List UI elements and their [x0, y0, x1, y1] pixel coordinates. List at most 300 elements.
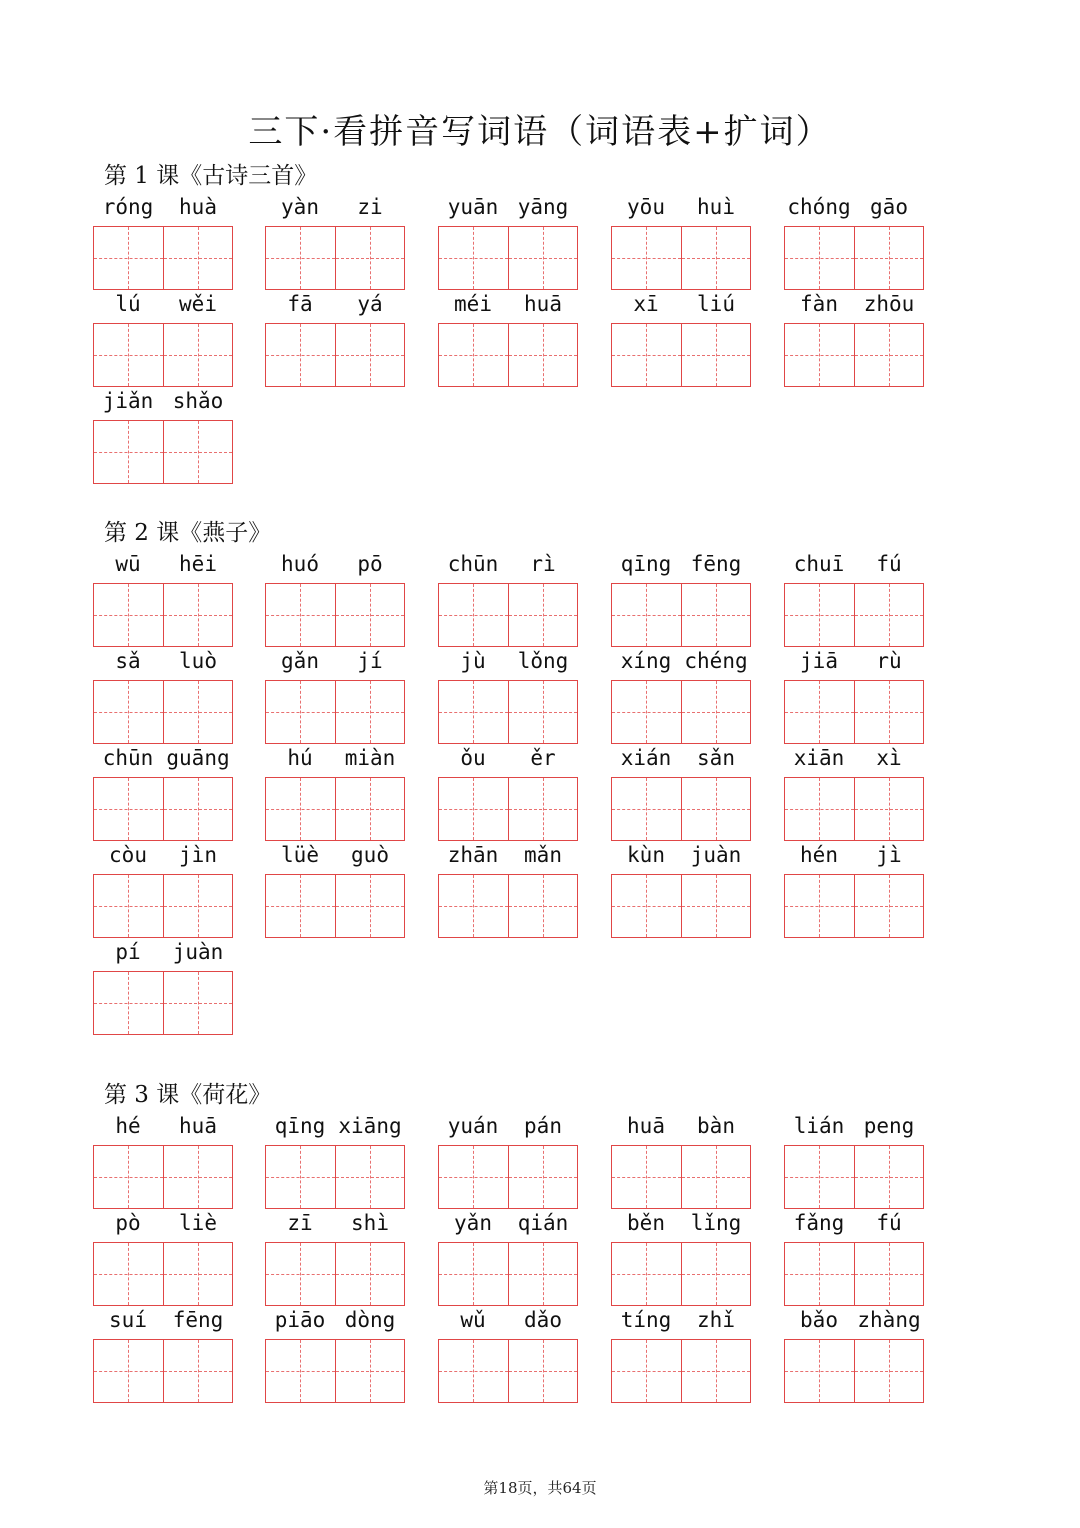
page-footer: 第18页，共64页 [483, 1479, 597, 1497]
pinyin-syllable: chūn [447, 552, 499, 576]
writing-grid [93, 1242, 233, 1306]
pinyin-syllable: huì [697, 195, 735, 219]
writing-grid [784, 1145, 924, 1209]
pinyin-syllable: gǎn [281, 649, 319, 673]
pinyin-syllable: xíng [620, 649, 672, 673]
pinyin-syllable: pō [357, 552, 383, 576]
word-item [611, 746, 751, 841]
word-item [611, 649, 751, 744]
word-item [265, 1211, 405, 1306]
pinyin-syllable: fēng [172, 1308, 224, 1332]
tianzige-cell[interactable] [163, 681, 233, 743]
word-item [93, 843, 233, 938]
word-item [265, 1114, 405, 1209]
pinyin-label [784, 195, 924, 225]
tianzige-cell[interactable] [612, 324, 681, 386]
pinyin-syllable: xī [633, 292, 659, 316]
tianzige-cell[interactable] [94, 1243, 163, 1305]
tianzige-cell[interactable] [854, 681, 924, 743]
writing-grid [93, 874, 233, 938]
tianzige-cell[interactable] [681, 324, 751, 386]
writing-grid [784, 680, 924, 744]
pinyin-syllable: zhǐ [697, 1308, 735, 1332]
pinyin-label [784, 1211, 924, 1241]
pinyin-syllable: méi [454, 292, 492, 316]
tianzige-cell[interactable] [163, 778, 233, 840]
pinyin-label [438, 649, 578, 679]
pinyin-syllable: lǐng [690, 1211, 742, 1235]
pinyin-label [265, 1308, 405, 1338]
tianzige-cell[interactable] [785, 324, 854, 386]
tianzige-cell[interactable] [439, 778, 508, 840]
tianzige-cell[interactable] [508, 875, 578, 937]
tianzige-cell[interactable] [508, 1146, 578, 1208]
pinyin-syllable: jì [876, 843, 902, 867]
tianzige-cell[interactable] [163, 1340, 233, 1402]
pinyin-label [784, 1308, 924, 1338]
pinyin-label [611, 1211, 751, 1241]
tianzige-cell[interactable] [854, 778, 924, 840]
word-item [611, 843, 751, 938]
pinyin-syllable: dǎo [524, 1308, 562, 1332]
tianzige-cell[interactable] [266, 1146, 335, 1208]
word-item [784, 292, 924, 387]
tianzige-cell[interactable] [163, 421, 233, 483]
pinyin-label [611, 649, 751, 679]
tianzige-cell[interactable] [508, 1243, 578, 1305]
tianzige-cell[interactable] [94, 972, 163, 1034]
writing-grid [265, 323, 405, 387]
pinyin-label [93, 649, 233, 679]
writing-grid [93, 971, 233, 1035]
pinyin-label [784, 292, 924, 322]
pinyin-syllable: hé [115, 1114, 141, 1138]
tianzige-cell[interactable] [335, 1146, 405, 1208]
pinyin-label [438, 1308, 578, 1338]
tianzige-cell[interactable] [612, 1340, 681, 1402]
writing-grid [784, 323, 924, 387]
pinyin-syllable: yàn [281, 195, 319, 219]
pinyin-syllable: liú [697, 292, 735, 316]
tianzige-cell[interactable] [94, 875, 163, 937]
pinyin-label [93, 1114, 233, 1144]
tianzige-cell[interactable] [612, 1146, 681, 1208]
pinyin-syllable: yuán [447, 1114, 499, 1138]
pinyin-syllable: huà [179, 195, 217, 219]
word-item [93, 940, 233, 1035]
pinyin-syllable: wěi [179, 292, 217, 316]
tianzige-cell[interactable] [266, 875, 335, 937]
word-item [265, 292, 405, 387]
tianzige-cell[interactable] [681, 875, 751, 937]
word-item [784, 649, 924, 744]
pinyin-syllable: sǎ [115, 649, 141, 673]
tianzige-cell[interactable] [854, 324, 924, 386]
tianzige-cell[interactable] [335, 875, 405, 937]
writing-grid [265, 680, 405, 744]
writing-grid [265, 583, 405, 647]
lesson-heading: 第 2 课《燕子》 [104, 520, 272, 546]
pinyin-label [265, 649, 405, 679]
pinyin-syllable: yǎn [454, 1211, 492, 1235]
pinyin-syllable: chóng [787, 195, 851, 219]
pinyin-label [784, 843, 924, 873]
pinyin-label [93, 389, 233, 419]
word-item [438, 1114, 578, 1209]
word-item [265, 1308, 405, 1403]
word-item [438, 746, 578, 841]
writing-grid [611, 1242, 751, 1306]
pinyin-syllable: xiān [793, 746, 845, 770]
pinyin-syllable: rù [876, 649, 902, 673]
tianzige-cell[interactable] [266, 1243, 335, 1305]
tianzige-cell[interactable] [266, 227, 335, 289]
pinyin-syllable: guāng [166, 746, 230, 770]
tianzige-cell[interactable] [94, 227, 163, 289]
word-item [611, 1211, 751, 1306]
tianzige-cell[interactable] [335, 681, 405, 743]
tianzige-cell[interactable] [266, 584, 335, 646]
pinyin-syllable: luò [179, 649, 217, 673]
pinyin-label [265, 843, 405, 873]
pinyin-syllable: shì [351, 1211, 389, 1235]
word-item [265, 843, 405, 938]
pinyin-syllable: guò [351, 843, 389, 867]
tianzige-cell[interactable] [335, 584, 405, 646]
tianzige-cell[interactable] [854, 1243, 924, 1305]
pinyin-label [438, 746, 578, 776]
pinyin-syllable: dòng [344, 1308, 396, 1332]
pinyin-syllable: mǎn [524, 843, 562, 867]
pinyin-label [93, 746, 233, 776]
pinyin-label [265, 1211, 405, 1241]
writing-grid [438, 1145, 578, 1209]
pinyin-syllable: bǎo [800, 1308, 838, 1332]
pinyin-label [611, 195, 751, 225]
writing-grid [611, 583, 751, 647]
writing-grid [93, 323, 233, 387]
tianzige-cell[interactable] [439, 324, 508, 386]
tianzige-cell[interactable] [94, 421, 163, 483]
tianzige-cell[interactable] [681, 681, 751, 743]
tianzige-cell[interactable] [785, 227, 854, 289]
tianzige-cell[interactable] [612, 681, 681, 743]
tianzige-cell[interactable] [266, 778, 335, 840]
pinyin-label [784, 1114, 924, 1144]
writing-grid [93, 1145, 233, 1209]
pinyin-syllable: juàn [172, 940, 224, 964]
tianzige-cell[interactable] [94, 1146, 163, 1208]
tianzige-cell[interactable] [94, 324, 163, 386]
writing-grid [93, 420, 233, 484]
tianzige-cell[interactable] [681, 584, 751, 646]
tianzige-cell[interactable] [854, 1146, 924, 1208]
tianzige-cell[interactable] [681, 1146, 751, 1208]
pinyin-syllable: yá [357, 292, 383, 316]
writing-grid [784, 1242, 924, 1306]
tianzige-cell[interactable] [266, 681, 335, 743]
tianzige-cell[interactable] [94, 681, 163, 743]
word-item [438, 1308, 578, 1403]
pinyin-syllable: yuān [447, 195, 499, 219]
tianzige-cell[interactable] [335, 1243, 405, 1305]
tianzige-cell[interactable] [335, 227, 405, 289]
pinyin-syllable: rì [530, 552, 556, 576]
pinyin-syllable: còu [109, 843, 147, 867]
pinyin-label [265, 195, 405, 225]
tianzige-cell[interactable] [439, 875, 508, 937]
pinyin-label [438, 552, 578, 582]
pinyin-syllable: róng [102, 195, 154, 219]
pinyin-syllable: chuī [793, 552, 845, 576]
pinyin-syllable: jiā [800, 649, 838, 673]
writing-grid [265, 874, 405, 938]
pinyin-syllable: huó [281, 552, 319, 576]
pinyin-syllable: juàn [690, 843, 742, 867]
pinyin-label [784, 649, 924, 679]
word-item [93, 389, 233, 484]
tianzige-cell[interactable] [163, 227, 233, 289]
word-item [784, 1211, 924, 1306]
tianzige-cell[interactable] [163, 972, 233, 1034]
tianzige-cell[interactable] [854, 584, 924, 646]
tianzige-cell[interactable] [508, 778, 578, 840]
pinyin-syllable: lián [793, 1114, 845, 1138]
tianzige-cell[interactable] [785, 875, 854, 937]
pinyin-syllable: chūn [102, 746, 154, 770]
page-title: 三下·看拼音写词语（词语表+扩词） [248, 112, 832, 152]
pinyin-syllable: lú [115, 292, 141, 316]
tianzige-cell[interactable] [854, 875, 924, 937]
pinyin-syllable: ěr [530, 746, 556, 770]
word-item [438, 552, 578, 647]
writing-grid [93, 777, 233, 841]
tianzige-cell[interactable] [785, 1146, 854, 1208]
pinyin-label [93, 1211, 233, 1241]
writing-grid [93, 1339, 233, 1403]
pinyin-syllable: jìn [179, 843, 217, 867]
pinyin-label [611, 746, 751, 776]
tianzige-cell[interactable] [785, 681, 854, 743]
pinyin-syllable: xián [620, 746, 672, 770]
pinyin-syllable: huā [627, 1114, 665, 1138]
writing-grid [438, 777, 578, 841]
pinyin-syllable: wū [115, 552, 141, 576]
writing-grid [265, 1145, 405, 1209]
tianzige-cell[interactable] [508, 584, 578, 646]
tianzige-cell[interactable] [854, 227, 924, 289]
tianzige-cell[interactable] [439, 584, 508, 646]
tianzige-cell[interactable] [612, 875, 681, 937]
tianzige-cell[interactable] [508, 227, 578, 289]
word-item [93, 1308, 233, 1403]
pinyin-syllable: hēi [179, 552, 217, 576]
pinyin-syllable: fú [876, 1211, 902, 1235]
tianzige-cell[interactable] [439, 1340, 508, 1402]
writing-grid [93, 583, 233, 647]
pinyin-syllable: pò [115, 1211, 141, 1235]
writing-grid [438, 226, 578, 290]
writing-grid [784, 226, 924, 290]
pinyin-label [265, 746, 405, 776]
writing-grid [784, 777, 924, 841]
word-item [93, 292, 233, 387]
writing-grid [265, 1339, 405, 1403]
pinyin-syllable: hú [287, 746, 313, 770]
tianzige-cell[interactable] [612, 227, 681, 289]
writing-grid [611, 323, 751, 387]
pinyin-syllable: pán [524, 1114, 562, 1138]
word-item [438, 649, 578, 744]
writing-grid [438, 1339, 578, 1403]
writing-grid [611, 680, 751, 744]
tianzige-cell[interactable] [785, 1243, 854, 1305]
pinyin-syllable: zhān [447, 843, 499, 867]
pinyin-syllable: wǔ [460, 1308, 486, 1332]
pinyin-syllable: fēng [690, 552, 742, 576]
word-item [784, 1308, 924, 1403]
word-item [611, 552, 751, 647]
pinyin-label [93, 843, 233, 873]
pinyin-syllable: peng [863, 1114, 915, 1138]
tianzige-cell[interactable] [163, 584, 233, 646]
lesson-heading: 第 1 课《古诗三首》 [104, 163, 318, 189]
tianzige-cell[interactable] [266, 1340, 335, 1402]
pinyin-syllable: zī [287, 1211, 313, 1235]
pinyin-label [611, 552, 751, 582]
tianzige-cell[interactable] [335, 324, 405, 386]
tianzige-cell[interactable] [94, 584, 163, 646]
writing-grid [438, 323, 578, 387]
writing-grid [784, 1339, 924, 1403]
tianzige-cell[interactable] [335, 1340, 405, 1402]
tianzige-cell[interactable] [163, 324, 233, 386]
pinyin-syllable: liè [179, 1211, 217, 1235]
writing-grid [438, 874, 578, 938]
pinyin-syllable: yōu [627, 195, 665, 219]
tianzige-cell[interactable] [94, 1340, 163, 1402]
pinyin-syllable: pí [115, 940, 141, 964]
pinyin-syllable: xiāng [338, 1114, 402, 1138]
tianzige-cell[interactable] [785, 1340, 854, 1402]
pinyin-syllable: lüè [281, 843, 319, 867]
tianzige-cell[interactable] [785, 584, 854, 646]
pinyin-label [438, 1114, 578, 1144]
tianzige-cell[interactable] [439, 227, 508, 289]
pinyin-syllable: miàn [344, 746, 396, 770]
word-item [93, 1114, 233, 1209]
pinyin-syllable: zi [357, 195, 383, 219]
writing-grid [438, 1242, 578, 1306]
pinyin-syllable: zhàng [857, 1308, 921, 1332]
tianzige-cell[interactable] [94, 778, 163, 840]
pinyin-syllable: fú [876, 552, 902, 576]
writing-grid [93, 226, 233, 290]
tianzige-cell[interactable] [163, 1243, 233, 1305]
tianzige-cell[interactable] [681, 1243, 751, 1305]
writing-grid [438, 680, 578, 744]
word-item [784, 843, 924, 938]
pinyin-syllable: běn [627, 1211, 665, 1235]
word-item [265, 746, 405, 841]
tianzige-cell[interactable] [785, 778, 854, 840]
word-item [265, 649, 405, 744]
word-item [611, 292, 751, 387]
writing-grid [93, 680, 233, 744]
tianzige-cell[interactable] [681, 1340, 751, 1402]
pinyin-syllable: qīng [274, 1114, 326, 1138]
pinyin-label [611, 1308, 751, 1338]
pinyin-syllable: chéng [684, 649, 748, 673]
pinyin-syllable: gāo [870, 195, 908, 219]
tianzige-cell[interactable] [681, 778, 751, 840]
pinyin-syllable: kùn [627, 843, 665, 867]
tianzige-cell[interactable] [439, 681, 508, 743]
pinyin-label [784, 746, 924, 776]
pinyin-label [93, 292, 233, 322]
tianzige-cell[interactable] [163, 1146, 233, 1208]
lesson-heading: 第 3 课《荷花》 [104, 1082, 272, 1108]
pinyin-syllable: ǒu [460, 746, 486, 770]
pinyin-syllable: tíng [620, 1308, 672, 1332]
tianzige-cell[interactable] [439, 1146, 508, 1208]
word-item [93, 649, 233, 744]
pinyin-syllable: lǒng [517, 649, 569, 673]
tianzige-cell[interactable] [612, 778, 681, 840]
tianzige-cell[interactable] [508, 681, 578, 743]
pinyin-syllable: hén [800, 843, 838, 867]
pinyin-syllable: suí [109, 1308, 147, 1332]
tianzige-cell[interactable] [854, 1340, 924, 1402]
pinyin-syllable: qīng [620, 552, 672, 576]
word-item [784, 552, 924, 647]
pinyin-syllable: yāng [517, 195, 569, 219]
writing-grid [265, 777, 405, 841]
pinyin-syllable: fǎng [793, 1211, 845, 1235]
pinyin-label [438, 843, 578, 873]
tianzige-cell[interactable] [612, 584, 681, 646]
writing-grid [784, 874, 924, 938]
word-item [93, 552, 233, 647]
word-item [93, 746, 233, 841]
word-item [93, 195, 233, 290]
word-item [265, 195, 405, 290]
tianzige-cell[interactable] [266, 324, 335, 386]
pinyin-label [265, 292, 405, 322]
tianzige-cell[interactable] [612, 1243, 681, 1305]
pinyin-label [93, 1308, 233, 1338]
writing-grid [784, 583, 924, 647]
writing-grid [611, 874, 751, 938]
tianzige-cell[interactable] [508, 324, 578, 386]
tianzige-cell[interactable] [335, 778, 405, 840]
pinyin-label [93, 940, 233, 970]
word-item [438, 195, 578, 290]
pinyin-syllable: fàn [800, 292, 838, 316]
tianzige-cell[interactable] [508, 1340, 578, 1402]
tianzige-cell[interactable] [439, 1243, 508, 1305]
pinyin-syllable: sǎn [697, 746, 735, 770]
tianzige-cell[interactable] [163, 875, 233, 937]
pinyin-label [438, 292, 578, 322]
word-item [784, 1114, 924, 1209]
pinyin-syllable: shǎo [172, 389, 224, 413]
writing-grid [438, 583, 578, 647]
pinyin-label [611, 292, 751, 322]
word-item [784, 746, 924, 841]
tianzige-cell[interactable] [681, 227, 751, 289]
pinyin-label [93, 552, 233, 582]
